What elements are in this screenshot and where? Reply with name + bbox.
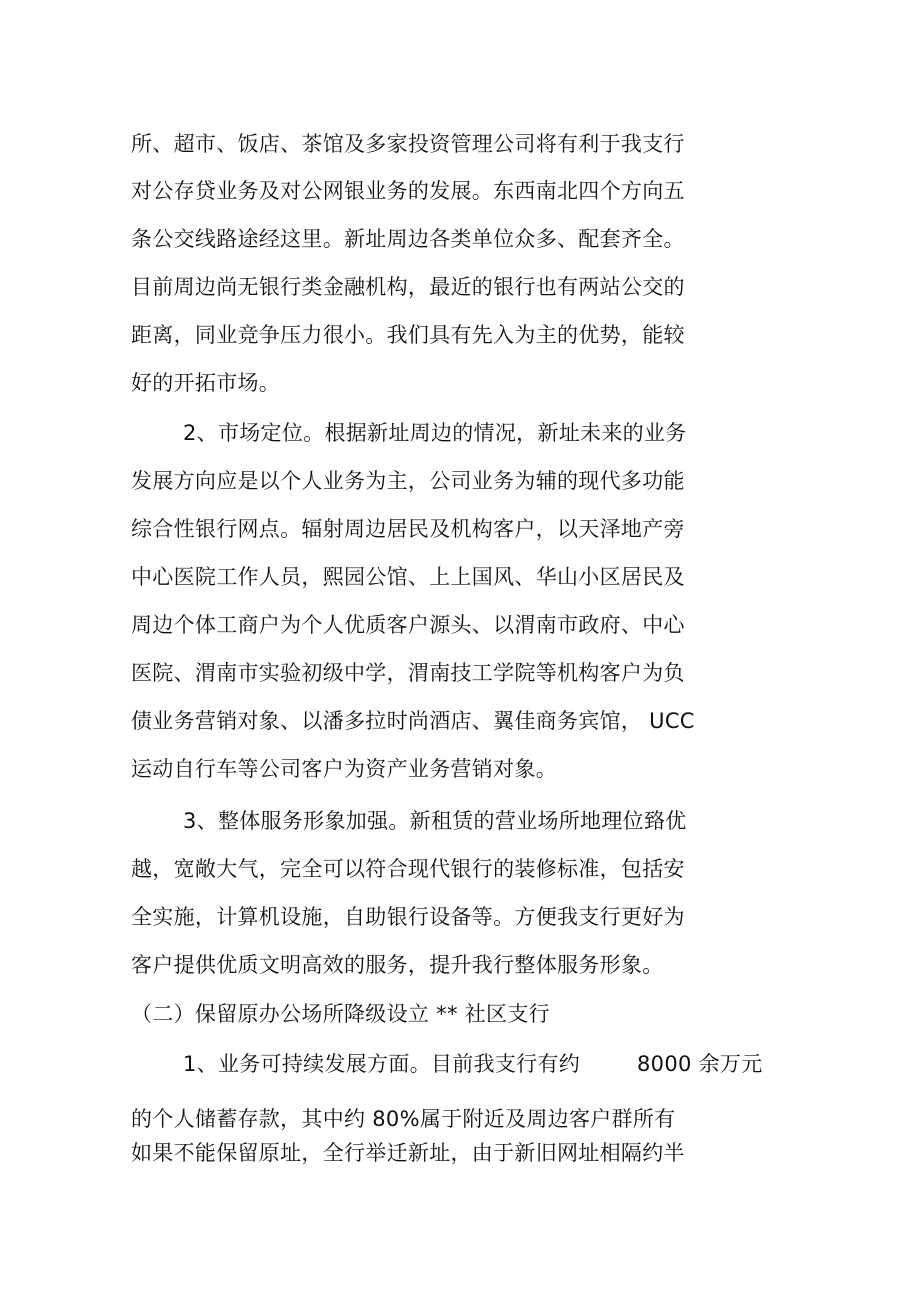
text-line: 周边个体工商户为个人优质客户源头、以渭南市政府、中心	[131, 613, 685, 637]
text-line: 医院、渭南市实验初级中学，渭南技工学院等机构客户为负	[131, 661, 685, 685]
text-line: 越，宽敞大气，完全可以符合现代银行的装修标准，包括安	[131, 857, 685, 881]
text-line: 债业务营销对象、以潘多拉时尚酒店、翼佳商务宾馆， UCC	[131, 709, 695, 733]
text-line: 如果不能保留原址，全行举迁新址，由于新旧网址相隔约半	[131, 1141, 685, 1165]
text-line: 运动自行车等公司客户为资产业务营销对象。	[131, 757, 557, 781]
text-line: 所、超市、饭店、茶馆及多家投资管理公司将有利于我支行	[131, 132, 685, 156]
text-line: 中心医院工作人员，熙园公馆、上上国风、华山小区居民及	[131, 565, 685, 589]
text-line: 对公存贷业务及对公网银业务的发展。东西南北四个方向五	[131, 179, 685, 203]
paragraph-start: 1、业务可持续发展方面。目前我支行有约	[183, 1052, 581, 1076]
text-line: 条公交线路途经这里。新址周边各类单位众多、配套齐全。	[131, 227, 685, 251]
section-heading: （二）保留原办公场所降级设立 ** 社区支行	[131, 1002, 550, 1026]
paragraph-start: 3、整体服务形象加强。新租赁的营业场所地理位臵优	[183, 809, 687, 833]
text-line: 的个人储蓄存款，其中约 80%属于附近及周边客户群所有	[131, 1107, 676, 1131]
text-line: 全实施，计算机设施，自助银行设备等。方便我支行更好为	[131, 905, 685, 929]
paragraph-start: 2、市场定位。根据新址周边的情况，新址未来的业务	[183, 421, 687, 445]
text-line: 好的开拓市场。	[131, 371, 281, 395]
text-line: 发展方向应是以个人业务为主，公司业务为辅的现代多功能	[131, 469, 685, 493]
text-line: 客户提供优质文明高效的服务，提升我行整体服务形象。	[131, 953, 664, 977]
amount-text: 8000 余万元	[637, 1052, 763, 1076]
text-line: 综合性银行网点。辐射周边居民及机构客户，以天泽地产旁	[131, 517, 685, 541]
text-line: 距离，同业竞争压力很小。我们具有先入为主的优势，能较	[131, 323, 685, 347]
text-line: 目前周边尚无银行类金融机构，最近的银行也有两站公交的	[131, 275, 685, 299]
